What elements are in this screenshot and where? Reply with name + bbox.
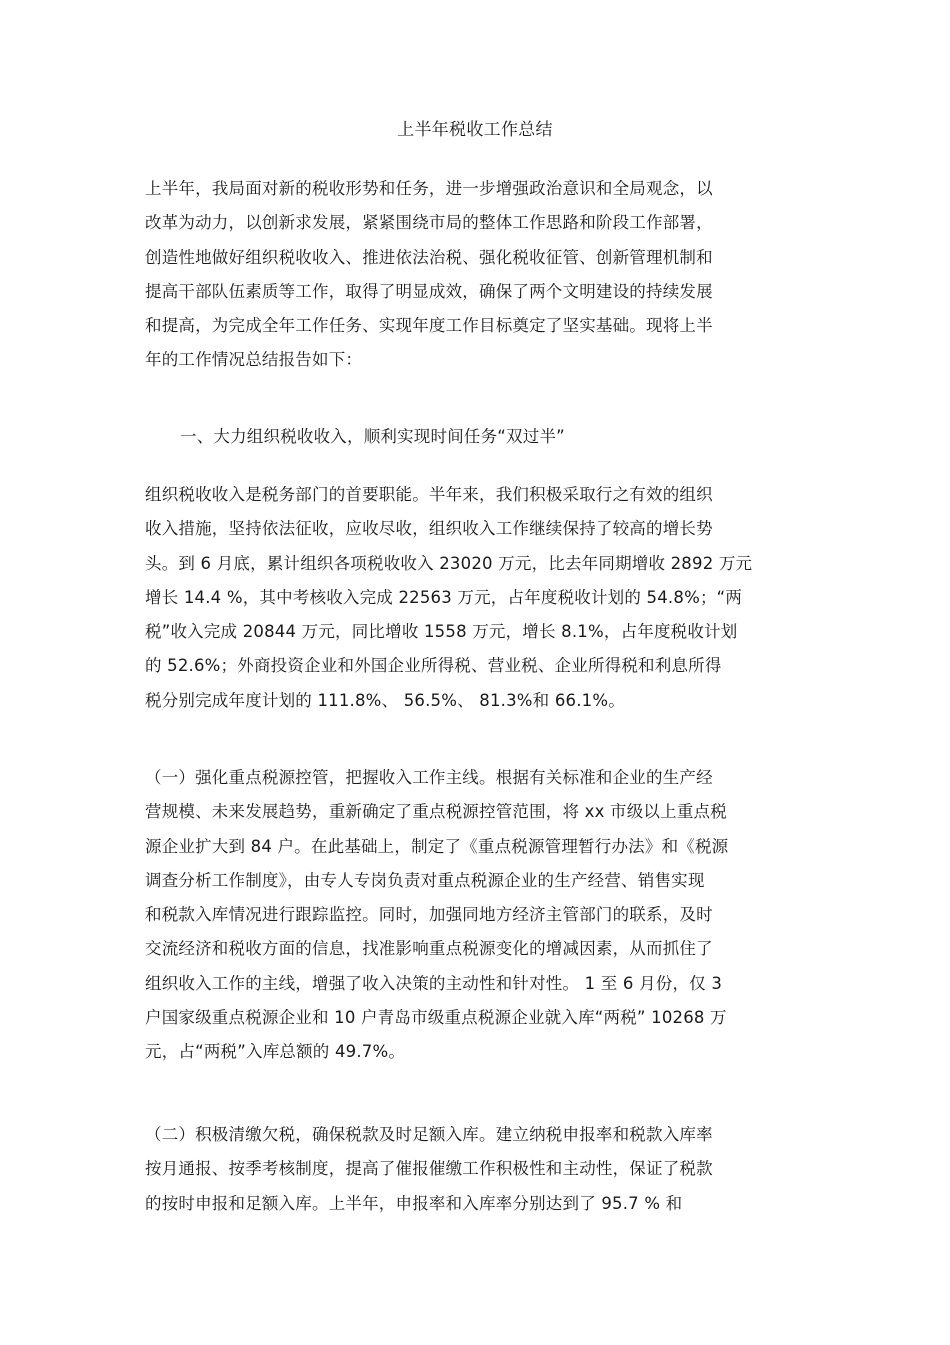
text-line: 头。到 6 月底，累计组织各项税收收入 23020 万元，比去年同期增收 2892 万元 bbox=[145, 553, 753, 573]
text-line: 组织税收收入是税务部门的首要职能。半年来，我们积极采取行之有效的组织 bbox=[145, 485, 713, 504]
text-line: 的 52.6%；外商投资企业和外国企业所得税、营业税、企业所得税和利息所得 bbox=[145, 656, 722, 676]
text-line: 税分别完成年度计划的 111.8%、 56.5%、 81.3%和 66.1%。 bbox=[145, 690, 625, 710]
text-line: 元，占“两税”入库总额的 49.7%。 bbox=[145, 1042, 406, 1062]
text-line: （二）积极清缴欠税，确保税款及时足额入库。建立纳税申报率和税款入库率 bbox=[145, 1125, 713, 1144]
text-line: 创造性地做好组织税收收入、推进依法治税、强化税收征管、创新管理机制和 bbox=[145, 247, 713, 267]
text-line: 和提高，为完成全年工作任务、实现年度工作目标奠定了坚实基础。现将上半 bbox=[145, 316, 713, 336]
text-line: 源企业扩大到 84 户。在此基础上，制定了《重点税源管理暂行办法》和《税源 bbox=[145, 836, 729, 856]
text-line: （一）强化重点税源控管，把握收入工作主线。根据有关标准和企业的生产经 bbox=[145, 768, 713, 787]
section-heading-1: 一、大力组织税收收入，顺利实现时间任务“双过半” bbox=[180, 427, 565, 446]
text-line: 和税款入库情况进行跟踪监控。同时，加强同地方经济主管部门的联系，及时 bbox=[145, 905, 713, 925]
intro-paragraph bbox=[145, 172, 845, 378]
document-title: 上半年税收工作总结 bbox=[397, 120, 553, 140]
text-line: 上半年，我局面对新的税收形势和任务，进一步增强政治意识和全局观念，以 bbox=[145, 179, 713, 198]
section1-paragraph bbox=[145, 478, 845, 718]
text-line: 税”收入完成 20844 万元，同比增收 1558 万元，增长 8.1%，占年度税收计划 bbox=[145, 622, 738, 642]
text-line: 调查分析工作制度》，由专人专岗负责对重点税源企业的生产经营、销售实现 bbox=[145, 870, 705, 890]
text-line: 营规模、未来发展趋势，重新确定了重点税源控管范围，将 xx 市级以上重点税 bbox=[145, 802, 727, 822]
text-line: 收入措施，坚持依法征收，应收尽收，组织收入工作继续保持了较高的增长势 bbox=[145, 519, 713, 539]
text-line: 年的工作情况总结报告如下： bbox=[145, 350, 363, 370]
text-line: 提高干部队伍素质等工作，取得了明显成效，确保了两个文明建设的持续发展 bbox=[145, 281, 713, 301]
text-line: 交流经济和税收方面的信息，找准影响重点税源变化的增减因素，从而抓住了 bbox=[145, 939, 713, 959]
text-line: 增长 14.4 %，其中考核收入完成 22563 万元，占年度税收计划的 54.8%；“两 bbox=[145, 587, 743, 607]
text-line: 改革为动力，以创新求发展，紧紧围绕市局的整体工作思路和阶段工作部署， bbox=[145, 213, 713, 233]
text-line: 按月通报、按季考核制度，提高了催报催缴工作积极性和主动性，保证了税款 bbox=[145, 1159, 713, 1179]
subsection-1-paragraph bbox=[145, 761, 845, 1070]
text-line: 的按时申报和足额入库。上半年，申报率和入库率分别达到了 95.7 % 和 bbox=[145, 1193, 683, 1213]
text-line: 户国家级重点税源企业和 10 户青岛市级重点税源企业就入库“两税” 10268 万 bbox=[145, 1008, 727, 1028]
text-line: 组织收入工作的主线，增强了收入决策的主动性和针对性。 1 至 6 月份，仅 3 bbox=[145, 973, 723, 993]
subsection-2-paragraph bbox=[145, 1118, 845, 1221]
